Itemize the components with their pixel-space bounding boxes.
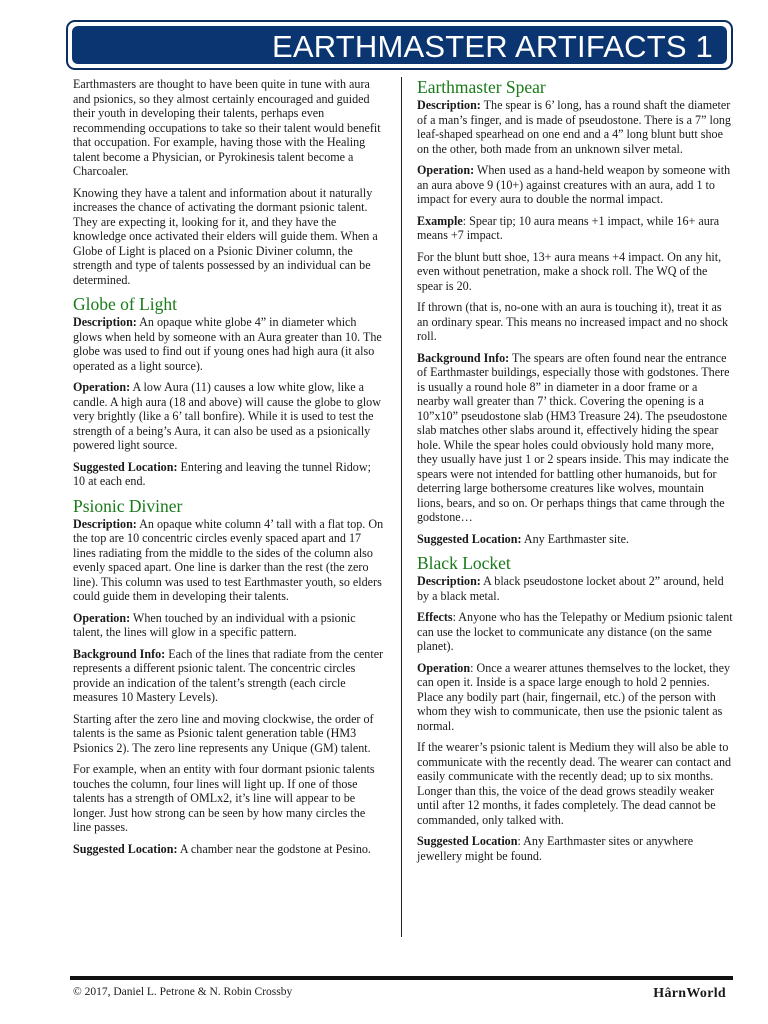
section-heading-black-locket: Black Locket [417, 553, 511, 573]
field-label: Description: [417, 574, 481, 588]
field-text: A low Aura (11) causes a low white glow, like a candle. A high aura (18 and above) will cause the globe to glow very brightly (like a 6’ tall bonfire). While it is used to test the strength of a being’s Aura, it can also be used as a psionically powered light source. [73, 380, 381, 452]
field-text: A black pseudostone locket about 2” around, held by a black metal. [417, 574, 724, 603]
locket-paragraph: If the wearer’s psionic talent is Medium they will also be able to communicate with the recently dead. The wearer can contact and easily communicate with the recently dead; up to six months. Longer than this, the voice of the dead grows steadily weaker until after 12 months, it fades completely. The dead cannot be commanded, only talked with. [417, 740, 732, 827]
field-label: Operation: [73, 610, 131, 625]
field-text: An opaque white globe 4” in diameter which glows when held by someone with an Aura greater than 10. The globe was used to find out if young ones had high aura (it also operated as a light source). [73, 315, 382, 373]
field-label: Effects [417, 610, 453, 624]
right-column [417, 77, 733, 870]
spear-example [417, 214, 733, 243]
locket-description [417, 574, 733, 603]
section-heading-earthmaster-spear: Earthmaster Spear [417, 77, 546, 97]
field-label: Description: [417, 98, 481, 112]
diviner-description [73, 517, 385, 604]
diviner-location [73, 842, 385, 857]
field-label: Operation: [417, 163, 475, 177]
locket-operation [417, 661, 733, 734]
diviner-paragraph: For example, when an entity with four dormant psionic talents touches the column, four lines will light up. If one of those talents has a strength of OMLx2, it’s line will appear to be longer. Just how strong can be seen by how many circles the line passes. [73, 762, 375, 834]
section-heading-globe-of-light: Globe of Light [73, 294, 178, 314]
field-label: Description: [73, 315, 137, 329]
field-label: Background Info: [73, 646, 166, 661]
intro-paragraph: Knowing they have a talent and information about it naturally increases the chance of activating the dormant psionic talent. They are expecting it, looking for it, and they have the knowledge once activated their elders will guide them. When a Globe of Light is placed on a Psionic Diviner column, the strength and type of talents possessed by an individual can be determined. [73, 185, 378, 287]
left-column [73, 77, 385, 863]
spear-paragraph: If thrown (that is, no-one with an aura is touching it), treat it as an ordinary spear. This means no increased impact and no shock roll. [417, 300, 729, 343]
field-text: A chamber near the godstone at Pesino. [177, 841, 371, 856]
intro-paragraph: Earthmasters are thought to have been quite in tune with aura and psionics, so they almost certainly encouraged and guided their youth in developing their talents, perhaps even recommending occupations to take so their talent would benefit that occupation. For example, having those with the Healing talent become a Physician, or Pyrokinesis talent become a Charcoaler. [73, 77, 381, 178]
spear-operation [417, 163, 733, 207]
field-text: : Spear tip; 10 aura means +1 impact, while 16+ aura means +7 impact. [417, 213, 720, 242]
field-label: Operation: [73, 380, 131, 394]
field-text: The spears are often found near the entrance of Earthmaster buildings, especially those with godstones. There is usually a round hole 8” in diameter in a door frame or a nearby wall greater than 7’ thick. Covering the opening is a 10”x10” pseudostone slab (HM3 Treasure 24). The pseudostone slab matches other slabs around it, effectively hiding the spear hole. While the spear holes could obviously hold many more, they usually have just 1 or 2 spears inside. This may indicate the spears were not intended for battling other humanoids, but for deterring large bothersome creatures like wolves, mountain lions, bears, and so on. Or perhaps things that came through the godstone… [417, 350, 730, 524]
field-label: Operation [417, 660, 471, 675]
field-text: An opaque white column 4’ tall with a flat top. On the top are 10 concentric circles evenly spaced apart and 17 lines radiating from the middle to the sides of the column also evenly spaced apart. One line is darker than the rest (the zero line). This column was used to test Earthmaster youth, so elders could guide them in developing their talents. [73, 516, 384, 603]
field-label: Suggested Location [417, 834, 518, 848]
spear-background [417, 351, 733, 525]
field-label: Suggested Location: [73, 459, 178, 474]
field-text: : Anyone who has the Telepathy or Medium psionic talent can use the locket to communicate any distance (on the same planet). [417, 610, 733, 653]
field-text: : Any Earthmaster sites or anywhere jewellery might be found. [417, 834, 694, 863]
footer-rule [70, 976, 733, 980]
field-label: Example [417, 213, 463, 228]
footer-copyright: © 2017, Daniel L. Petrone & N. Robin Crossby [73, 986, 293, 998]
field-label: Suggested Location: [73, 841, 178, 856]
globe-operation [73, 380, 385, 453]
page-title: EARTHMASTER ARTIFACTS 1 [272, 29, 713, 64]
field-label: Description: [73, 516, 137, 531]
locket-location [417, 834, 733, 863]
field-text: The spear is 6’ long, has a round shaft the diameter of a man’s finger, and is made of pseudostone. There is a 7” long leaf-shaped spearhead on one end and a 4” long blunt butt shoe on the other, both made from an unknown silver metal. [417, 98, 731, 156]
spear-location [417, 532, 733, 547]
field-label: Background Info: [417, 350, 510, 365]
field-text: When touched by an individual with a psionic talent, the lines will glow in a specific pattern. [73, 610, 356, 639]
field-label: Suggested Location: [417, 531, 522, 546]
spear-description [417, 98, 733, 156]
field-text: Entering and leaving the tunnel Ridow; 10 at each end. [73, 459, 371, 488]
diviner-background [73, 647, 385, 705]
field-text: : Once a wearer attunes themselves to the locket, they can open it. Inside is a space large enough to hold 2 pennies. Place any bodily part (hair, fingernail, etc.) of the person with whom they wish to communicate, then use the psionic talent as normal. [417, 660, 730, 733]
globe-location [73, 460, 385, 489]
spear-paragraph: For the blunt butt shoe, 13+ aura means +4 impact. On any hit, even without penetration, make a shock roll. The WQ of the spear is 20. [417, 249, 722, 293]
field-text: Any Earthmaster site. [521, 531, 629, 546]
globe-description [73, 315, 385, 373]
title-banner-fill [72, 26, 727, 64]
title-banner [66, 20, 733, 70]
column-divider [401, 77, 402, 937]
field-text: Each of the lines that radiate from the center represents a different psionic talent. The concentric circles provide an indication of the talent’s strength (each circle measures 10 Mastery Levels). [73, 646, 384, 704]
footer-brand: HârnWorld [653, 986, 726, 1001]
diviner-paragraph: Starting after the zero line and moving clockwise, the order of talents is the same as Psionic talent generation table (HM3 Psionics 2). The zero line represents any Unique (GM) talent. [73, 711, 374, 755]
diviner-operation [73, 611, 385, 640]
section-heading-psionic-diviner: Psionic Diviner [73, 495, 183, 516]
locket-effects [417, 610, 733, 654]
field-text: When used as a hand-held weapon by someone with an aura above 9 (10+) against creatures with an aura, add 1 to impact for every aura to double the normal impact. [417, 163, 731, 206]
